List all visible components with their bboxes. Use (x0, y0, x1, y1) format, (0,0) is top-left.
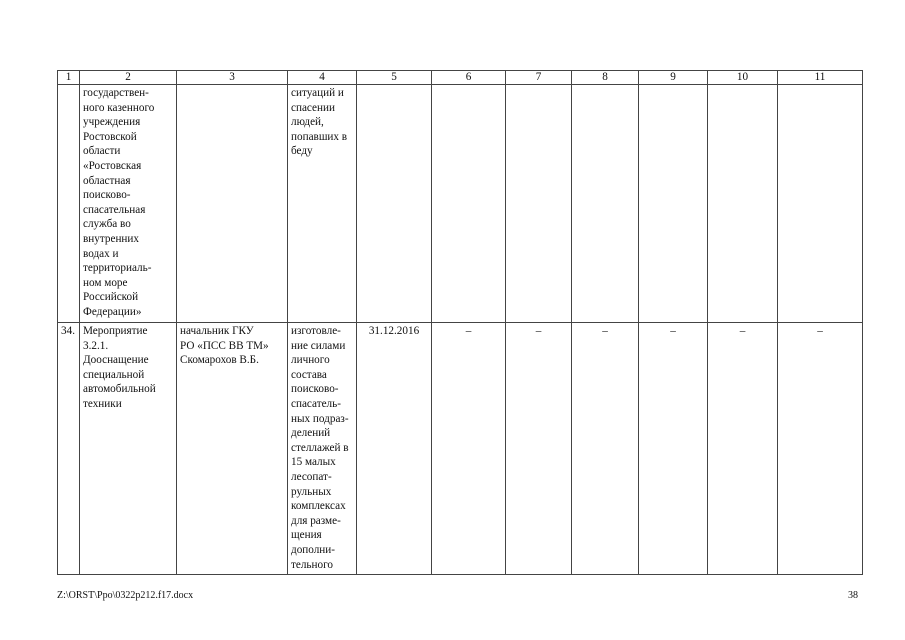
cell-value (778, 85, 863, 323)
header-cell: 2 (80, 71, 177, 85)
cell-line: областная (83, 174, 131, 187)
cell-line: автомобильной (83, 383, 156, 396)
cell-line: Скомарохов В.Б. (180, 354, 259, 367)
cell-line: Российской (83, 291, 139, 304)
header-cell: 3 (177, 71, 288, 85)
cell-line: беду (291, 145, 313, 158)
cell-line: государствен- (83, 87, 149, 99)
cell-description (288, 323, 357, 575)
cell-line: лесопат- (291, 470, 332, 483)
cell-date: 31.12.2016 (357, 323, 432, 575)
table-row-continuation (58, 85, 863, 323)
cell-line: ном море (83, 276, 128, 289)
header-cell: 7 (506, 71, 572, 85)
cell-number (58, 85, 80, 323)
cell-line: служба во (83, 218, 131, 231)
cell-line: комплексах (291, 500, 346, 513)
header-cell: 10 (708, 71, 778, 85)
cell-number: 34. (58, 323, 80, 575)
cell-line: для разме- (291, 514, 341, 527)
cell-line: области (83, 145, 121, 158)
cell-line: делений (291, 427, 331, 440)
header-cell: 4 (288, 71, 357, 85)
cell-responsible (177, 323, 288, 575)
cell-value: – (506, 323, 572, 575)
cell-line: поисково- (83, 189, 131, 202)
cell-line: спасатель- (291, 397, 341, 410)
header-row (58, 71, 863, 85)
header-cell: 11 (778, 71, 863, 85)
cell-line: РО «ПСС ВВ ТМ» (180, 339, 269, 352)
cell-line: 15 малых (291, 456, 336, 469)
cell-line: спасении (291, 101, 335, 114)
cell-value (572, 85, 639, 323)
cell-line: ных подраз- (291, 412, 349, 425)
cell-value: – (432, 323, 506, 575)
table-row-34 (58, 323, 863, 575)
header-cell: 9 (639, 71, 708, 85)
cell-line: щения (291, 529, 322, 542)
cell-line: поисково- (291, 383, 339, 396)
cell-line: попавших в (291, 130, 348, 143)
cell-value (506, 85, 572, 323)
cell-value (432, 85, 506, 323)
header-cell: 1 (58, 71, 80, 85)
cell-line: начальник ГКУ (180, 325, 254, 337)
cell-line: тельного (291, 558, 334, 571)
cell-value (639, 85, 708, 323)
cell-line: территориаль- (83, 262, 152, 275)
cell-line: дополни- (291, 543, 336, 556)
cell-line: Ростовской (83, 130, 137, 143)
cell-value: – (778, 323, 863, 575)
cell-line: учреждения (83, 116, 141, 129)
cell-line: техники (83, 397, 122, 410)
cell-line: «Ростовская (83, 159, 142, 172)
cell-line: ного казенного (83, 101, 155, 114)
footer-file-path: Z:\ORST\Ppo\0322p212.f17.docx (57, 590, 194, 601)
measures-table (57, 70, 863, 575)
cell-value: – (572, 323, 639, 575)
cell-responsible (177, 85, 288, 323)
cell-measure (80, 85, 177, 323)
footer-page-number: 38 (848, 590, 858, 601)
cell-line: стеллажей в (291, 441, 349, 454)
cell-line: спасательная (83, 203, 146, 216)
cell-line: внутренних (83, 232, 140, 245)
cell-line: личного (291, 354, 330, 367)
header-cell: 5 (357, 71, 432, 85)
cell-line: изготовле- (291, 325, 341, 337)
cell-line: людей, (291, 116, 324, 129)
header-cell: 8 (572, 71, 639, 85)
cell-date (357, 85, 432, 323)
cell-line: ние силами (291, 339, 346, 352)
header-cell: 6 (432, 71, 506, 85)
cell-line: ситуаций и (291, 87, 344, 99)
cell-line: рульных (291, 485, 332, 498)
cell-value: – (708, 323, 778, 575)
cell-value (708, 85, 778, 323)
cell-line: Мероприятие (83, 325, 148, 337)
cell-line: состава (291, 368, 327, 381)
cell-line: водах и (83, 247, 119, 260)
cell-line: 3.2.1. (83, 339, 109, 352)
cell-measure (80, 323, 177, 575)
cell-line: специальной (83, 368, 145, 381)
cell-line: Дооснащение (83, 354, 149, 367)
cell-line: Федерации» (83, 305, 142, 318)
cell-value: – (639, 323, 708, 575)
cell-description (288, 85, 357, 323)
